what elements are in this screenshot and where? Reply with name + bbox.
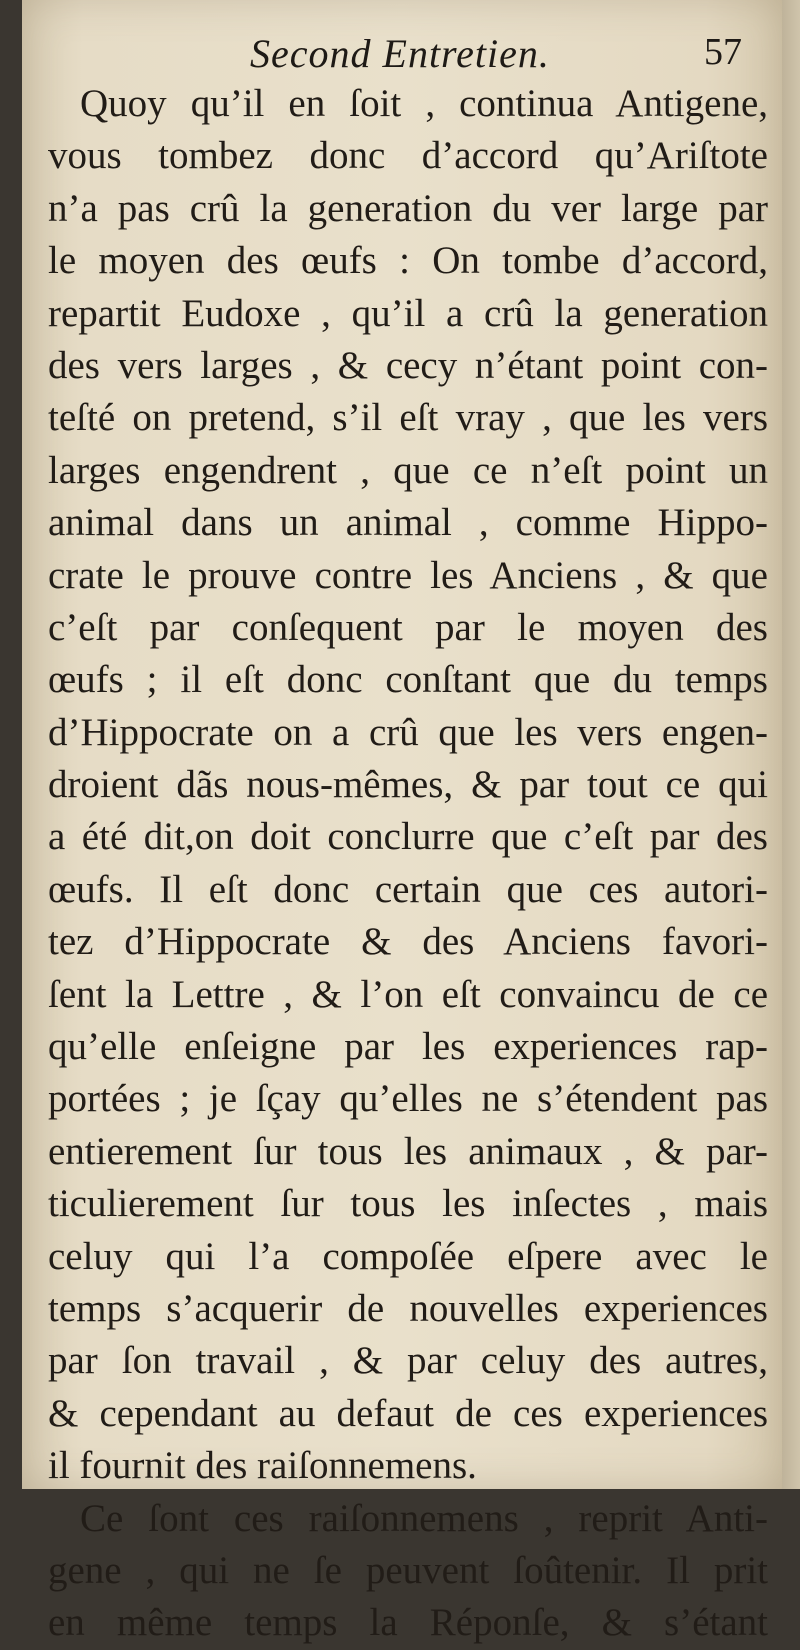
text-line: larges engendrent , que ce n’eſt point un xyxy=(48,448,768,492)
text-line: a été dit,on doit conclurre que c’eſt par des xyxy=(48,815,768,859)
text-line: temps s’acquerir de nouvelles experiences xyxy=(48,1286,768,1330)
text-line: droient dãs nous-mêmes, & par tout ce qui xyxy=(48,763,768,807)
text-line: il fournit des raiſonnemens. xyxy=(48,1444,477,1488)
page-number: 57 xyxy=(704,31,742,73)
text-line: des vers larges , & cecy n’étant point con- xyxy=(48,343,768,387)
text-line: & cependant au defaut de ces experiences xyxy=(48,1391,768,1435)
text-line: crate le prouve contre les Anciens , & que xyxy=(48,553,768,597)
running-title: Second Entretien. xyxy=(250,31,550,76)
text-line: d’Hippocrate on a crû que les vers engen- xyxy=(48,710,768,754)
text-line: œufs. Il eſt donc certain que ces autori- xyxy=(48,867,768,911)
text-line: par ſon travail , & par celuy des autres, xyxy=(48,1339,768,1383)
text-line: Ce ſont ces raiſonnemens , reprit Anti- xyxy=(80,1496,768,1540)
text-line: animal dans un animal , comme Hippo- xyxy=(48,501,768,545)
text-line: n’a pas crû la generation du ver large par xyxy=(48,186,768,230)
text-line: entierement ſur tous les animaux , & par- xyxy=(48,1129,768,1173)
text-line: tez d’Hippocrate & des Anciens favori- xyxy=(48,920,768,964)
text-line: c’eſt par conſequent par le moyen des xyxy=(48,605,768,649)
text-line: gene , qui ne ſe peuvent ſoûtenir. Il prit xyxy=(48,1548,768,1592)
book-page xyxy=(22,0,782,1645)
text-line: qu’elle enſeigne par les experiences rap- xyxy=(48,1025,768,1069)
text-line: Quoy qu’il en ſoit , continua Antigene, xyxy=(80,82,768,125)
text-line: ticulierement ſur tous les inſectes , mais xyxy=(48,1182,768,1226)
text-line: vous tombez donc d’accord qu’Ariſtote xyxy=(48,134,768,178)
text-line: teſté on pretend, s’il eſt vray , que les vers xyxy=(48,396,768,440)
text-line: ſent la Lettre , & l’on eſt convaincu de ce xyxy=(48,972,768,1016)
text-line: œufs ; il eſt donc conſtant que du temps xyxy=(48,658,768,702)
text-line: le moyen des œufs : On tombe d’accord, xyxy=(48,239,768,283)
text-line: portées ; je ſçay qu’elles ne s’étendent pas xyxy=(48,1077,768,1121)
text-line: celuy qui l’a compoſée eſpere avec le xyxy=(48,1234,768,1278)
text-line: en même temps la Réponſe, & s’étant xyxy=(48,1601,768,1645)
page-edge xyxy=(782,0,800,1489)
page-header xyxy=(22,26,782,86)
body-text xyxy=(48,78,768,1650)
text-line: repartit Eudoxe , qu’il a crû la generation xyxy=(48,291,768,335)
